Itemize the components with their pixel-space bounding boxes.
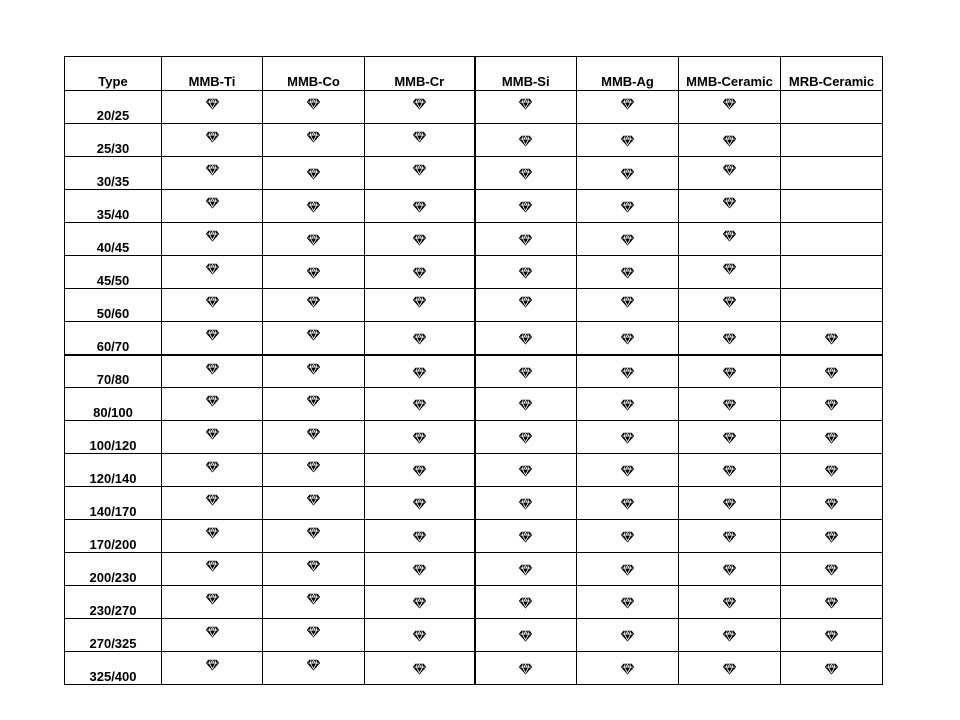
availability-cell (577, 223, 679, 256)
diamond-icon (620, 296, 635, 308)
diamond-icon (722, 498, 737, 510)
diamond-icon (306, 267, 321, 279)
diamond-icon (306, 234, 321, 246)
availability-cell (679, 619, 781, 652)
availability-cell (365, 289, 475, 322)
availability-cell (475, 91, 577, 124)
availability-cell (475, 553, 577, 586)
diamond-icon (412, 564, 427, 576)
diamond-icon (205, 296, 220, 308)
availability-cell (162, 289, 263, 322)
diamond-icon (518, 367, 533, 379)
availability-cell (365, 256, 475, 289)
availability-cell (577, 289, 679, 322)
row-type-label: 50/60 (65, 289, 162, 322)
availability-cell (679, 157, 781, 190)
diamond-icon (205, 626, 220, 638)
availability-cell (577, 322, 679, 355)
availability-cell (162, 190, 263, 223)
diamond-icon (412, 630, 427, 642)
diamond-icon (722, 197, 737, 209)
diamond-icon (620, 367, 635, 379)
table-row (65, 619, 883, 652)
diamond-icon (518, 432, 533, 444)
availability-cell (475, 157, 577, 190)
availability-cell (577, 421, 679, 454)
diamond-icon (412, 201, 427, 213)
diamond-icon (722, 432, 737, 444)
diamond-icon (205, 527, 220, 539)
availability-cell (475, 652, 577, 685)
row-type-label: 30/35 (65, 157, 162, 190)
row-type-label: 100/120 (65, 421, 162, 454)
availability-cell (365, 388, 475, 421)
diamond-icon (518, 135, 533, 147)
diamond-icon (518, 531, 533, 543)
header-row (65, 57, 883, 91)
availability-cell (365, 619, 475, 652)
availability-cell (781, 553, 883, 586)
row-type-label: 80/100 (65, 388, 162, 421)
availability-cell (781, 586, 883, 619)
availability-cell (365, 487, 475, 520)
diamond-icon (518, 630, 533, 642)
diamond-icon (620, 630, 635, 642)
row-type-label: 60/70 (65, 322, 162, 355)
table-row (65, 421, 883, 454)
diamond-icon (620, 663, 635, 675)
availability-cell (577, 157, 679, 190)
diamond-icon (412, 267, 427, 279)
diamond-icon (205, 494, 220, 506)
column-header: MMB-Cr (365, 57, 475, 91)
availability-cell (679, 124, 781, 157)
availability-cell (263, 322, 365, 355)
diamond-icon (722, 531, 737, 543)
diamond-icon (620, 267, 635, 279)
availability-cell (577, 619, 679, 652)
diamond-icon (412, 98, 427, 110)
availability-cell (679, 421, 781, 454)
diamond-icon (722, 367, 737, 379)
availability-cell (162, 157, 263, 190)
availability-cell (263, 520, 365, 553)
diamond-icon (620, 465, 635, 477)
availability-cell (475, 322, 577, 355)
availability-cell (475, 388, 577, 421)
row-type-label: 325/400 (65, 652, 162, 685)
availability-cell (263, 652, 365, 685)
diamond-icon (620, 432, 635, 444)
diamond-icon (620, 168, 635, 180)
diamond-icon (412, 164, 427, 176)
diamond-icon (205, 593, 220, 605)
diamond-icon (824, 367, 839, 379)
diamond-icon (722, 135, 737, 147)
diamond-icon (412, 296, 427, 308)
availability-cell (365, 190, 475, 223)
availability-cell (162, 322, 263, 355)
availability-cell (577, 454, 679, 487)
availability-cell (162, 619, 263, 652)
diamond-icon (412, 663, 427, 675)
availability-cell (263, 91, 365, 124)
diamond-icon (620, 597, 635, 609)
availability-cell (162, 652, 263, 685)
diamond-icon (824, 432, 839, 444)
diamond-icon (412, 432, 427, 444)
diamond-icon (722, 630, 737, 642)
availability-cell (263, 454, 365, 487)
diamond-icon (306, 494, 321, 506)
diamond-icon (824, 564, 839, 576)
availability-cell (475, 355, 577, 388)
availability-cell (365, 652, 475, 685)
table-row (65, 520, 883, 553)
availability-cell (263, 190, 365, 223)
availability-cell (263, 355, 365, 388)
diamond-icon (205, 363, 220, 375)
table-row (65, 652, 883, 685)
availability-cell (577, 388, 679, 421)
diamond-icon (518, 201, 533, 213)
diamond-icon (518, 98, 533, 110)
diamond-icon (722, 164, 737, 176)
row-type-label: 170/200 (65, 520, 162, 553)
diamond-icon (824, 531, 839, 543)
availability-cell (679, 652, 781, 685)
row-type-label: 70/80 (65, 355, 162, 388)
table-row (65, 91, 883, 124)
availability-cell (577, 553, 679, 586)
diamond-icon (824, 663, 839, 675)
availability-cell (162, 421, 263, 454)
availability-cell (162, 553, 263, 586)
table-row (65, 256, 883, 289)
availability-cell (263, 157, 365, 190)
availability-cell (475, 421, 577, 454)
availability-cell (162, 454, 263, 487)
diamond-icon (205, 164, 220, 176)
table-row (65, 157, 883, 190)
availability-cell (679, 487, 781, 520)
column-header: MMB-Ceramic (679, 57, 781, 91)
column-header: MRB-Ceramic (781, 57, 883, 91)
diamond-icon (722, 399, 737, 411)
diamond-icon (412, 399, 427, 411)
availability-cell (577, 487, 679, 520)
table-row (65, 553, 883, 586)
table-row (65, 223, 883, 256)
availability-cell (577, 190, 679, 223)
diamond-icon (518, 267, 533, 279)
availability-cell (475, 586, 577, 619)
column-header: MMB-Ti (162, 57, 263, 91)
diamond-icon (306, 659, 321, 671)
availability-cell (162, 520, 263, 553)
availability-cell (577, 586, 679, 619)
diamond-icon (205, 131, 220, 143)
availability-cell (475, 619, 577, 652)
availability-cell (781, 322, 883, 355)
availability-cell (781, 421, 883, 454)
diamond-icon (824, 465, 839, 477)
availability-cell (162, 355, 263, 388)
availability-cell (781, 652, 883, 685)
availability-cell (679, 256, 781, 289)
grit-availability-table (64, 56, 883, 685)
availability-cell (781, 487, 883, 520)
diamond-icon (722, 465, 737, 477)
availability-cell (263, 124, 365, 157)
diamond-icon (620, 234, 635, 246)
availability-cell (365, 553, 475, 586)
diamond-icon (205, 329, 220, 341)
diamond-icon (722, 296, 737, 308)
table-row (65, 586, 883, 619)
table-row (65, 124, 883, 157)
column-header: MMB-Ag (577, 57, 679, 91)
availability-cell (365, 421, 475, 454)
diamond-icon (722, 564, 737, 576)
row-type-label: 120/140 (65, 454, 162, 487)
availability-cell (577, 91, 679, 124)
availability-cell (679, 520, 781, 553)
table-row (65, 454, 883, 487)
diamond-icon (722, 263, 737, 275)
availability-cell (263, 289, 365, 322)
diamond-icon (620, 333, 635, 345)
diamond-icon (306, 527, 321, 539)
diamond-icon (518, 498, 533, 510)
diamond-icon (412, 234, 427, 246)
availability-cell (263, 553, 365, 586)
diamond-icon (722, 663, 737, 675)
diamond-icon (306, 626, 321, 638)
availability-cell (679, 586, 781, 619)
availability-cell (263, 619, 365, 652)
availability-cell (781, 619, 883, 652)
diamond-icon (306, 560, 321, 572)
row-type-label: 230/270 (65, 586, 162, 619)
diamond-icon (306, 168, 321, 180)
availability-cell (475, 454, 577, 487)
availability-cell (577, 256, 679, 289)
availability-cell (781, 124, 883, 157)
row-type-label: 25/30 (65, 124, 162, 157)
row-type-label: 140/170 (65, 487, 162, 520)
availability-cell (781, 520, 883, 553)
column-header: MMB-Co (263, 57, 365, 91)
availability-cell (679, 553, 781, 586)
availability-cell (679, 454, 781, 487)
diamond-icon (306, 428, 321, 440)
diamond-icon (722, 98, 737, 110)
availability-cell (781, 256, 883, 289)
diamond-icon (620, 201, 635, 213)
diamond-icon (824, 399, 839, 411)
availability-cell (781, 388, 883, 421)
diamond-icon (306, 329, 321, 341)
availability-cell (679, 322, 781, 355)
diamond-icon (824, 597, 839, 609)
availability-cell (781, 223, 883, 256)
diamond-icon (306, 131, 321, 143)
diamond-icon (205, 263, 220, 275)
diamond-icon (306, 395, 321, 407)
diamond-icon (306, 363, 321, 375)
diamond-icon (518, 564, 533, 576)
availability-cell (365, 454, 475, 487)
diamond-icon (306, 98, 321, 110)
availability-cell (365, 91, 475, 124)
availability-cell (162, 124, 263, 157)
row-type-label: 40/45 (65, 223, 162, 256)
availability-cell (781, 91, 883, 124)
diamond-icon (518, 168, 533, 180)
diamond-icon (205, 197, 220, 209)
availability-cell (365, 586, 475, 619)
diamond-icon (412, 131, 427, 143)
diamond-icon (205, 98, 220, 110)
table-row (65, 355, 883, 388)
availability-cell (679, 223, 781, 256)
diamond-icon (518, 597, 533, 609)
availability-cell (475, 256, 577, 289)
availability-cell (577, 652, 679, 685)
availability-cell (679, 190, 781, 223)
diamond-icon (518, 234, 533, 246)
availability-cell (263, 256, 365, 289)
diamond-icon (412, 531, 427, 543)
availability-cell (679, 289, 781, 322)
availability-cell (162, 586, 263, 619)
table-row (65, 322, 883, 355)
diamond-icon (518, 663, 533, 675)
availability-cell (365, 124, 475, 157)
row-type-label: 200/230 (65, 553, 162, 586)
diamond-icon (518, 296, 533, 308)
availability-cell (679, 355, 781, 388)
diamond-icon (205, 395, 220, 407)
availability-cell (365, 157, 475, 190)
diamond-icon (412, 465, 427, 477)
availability-cell (162, 91, 263, 124)
diamond-icon (412, 367, 427, 379)
row-type-label: 20/25 (65, 91, 162, 124)
diamond-icon (306, 593, 321, 605)
diamond-icon (518, 465, 533, 477)
availability-cell (781, 454, 883, 487)
diamond-icon (824, 630, 839, 642)
availability-cell (781, 157, 883, 190)
availability-cell (162, 256, 263, 289)
availability-cell (162, 223, 263, 256)
table-row (65, 190, 883, 223)
diamond-icon (824, 498, 839, 510)
diamond-icon (518, 399, 533, 411)
availability-cell (781, 355, 883, 388)
availability-cell (475, 289, 577, 322)
diamond-icon (412, 597, 427, 609)
availability-cell (679, 388, 781, 421)
availability-cell (263, 223, 365, 256)
availability-cell (162, 388, 263, 421)
diamond-icon (412, 333, 427, 345)
diamond-icon (620, 564, 635, 576)
availability-cell (365, 322, 475, 355)
diamond-icon (824, 333, 839, 345)
row-type-label: 35/40 (65, 190, 162, 223)
diamond-icon (306, 461, 321, 473)
diamond-icon (620, 498, 635, 510)
availability-cell (365, 355, 475, 388)
availability-cell (679, 91, 781, 124)
diamond-icon (722, 597, 737, 609)
availability-cell (263, 421, 365, 454)
diamond-icon (620, 399, 635, 411)
column-header-type: Type (65, 57, 162, 91)
availability-cell (577, 124, 679, 157)
row-type-label: 270/325 (65, 619, 162, 652)
availability-cell (475, 223, 577, 256)
availability-cell (475, 520, 577, 553)
availability-cell (475, 190, 577, 223)
diamond-icon (205, 428, 220, 440)
diamond-icon (205, 659, 220, 671)
diamond-icon (620, 98, 635, 110)
table-row (65, 487, 883, 520)
diamond-icon (620, 531, 635, 543)
diamond-icon (620, 135, 635, 147)
availability-cell (475, 124, 577, 157)
diamond-icon (306, 296, 321, 308)
diamond-icon (205, 560, 220, 572)
availability-cell (577, 355, 679, 388)
diamond-icon (722, 333, 737, 345)
diamond-icon (722, 230, 737, 242)
diamond-icon (205, 230, 220, 242)
availability-cell (475, 487, 577, 520)
availability-cell (577, 520, 679, 553)
availability-cell (263, 586, 365, 619)
diamond-icon (306, 201, 321, 213)
availability-cell (365, 520, 475, 553)
availability-cell (781, 190, 883, 223)
availability-cell (365, 223, 475, 256)
diamond-icon (412, 498, 427, 510)
diamond-icon (205, 461, 220, 473)
column-header: MMB-Si (475, 57, 577, 91)
availability-cell (263, 388, 365, 421)
availability-cell (781, 289, 883, 322)
availability-cell (162, 487, 263, 520)
table-row (65, 388, 883, 421)
availability-cell (263, 487, 365, 520)
diamond-icon (518, 333, 533, 345)
table-row (65, 289, 883, 322)
row-type-label: 45/50 (65, 256, 162, 289)
